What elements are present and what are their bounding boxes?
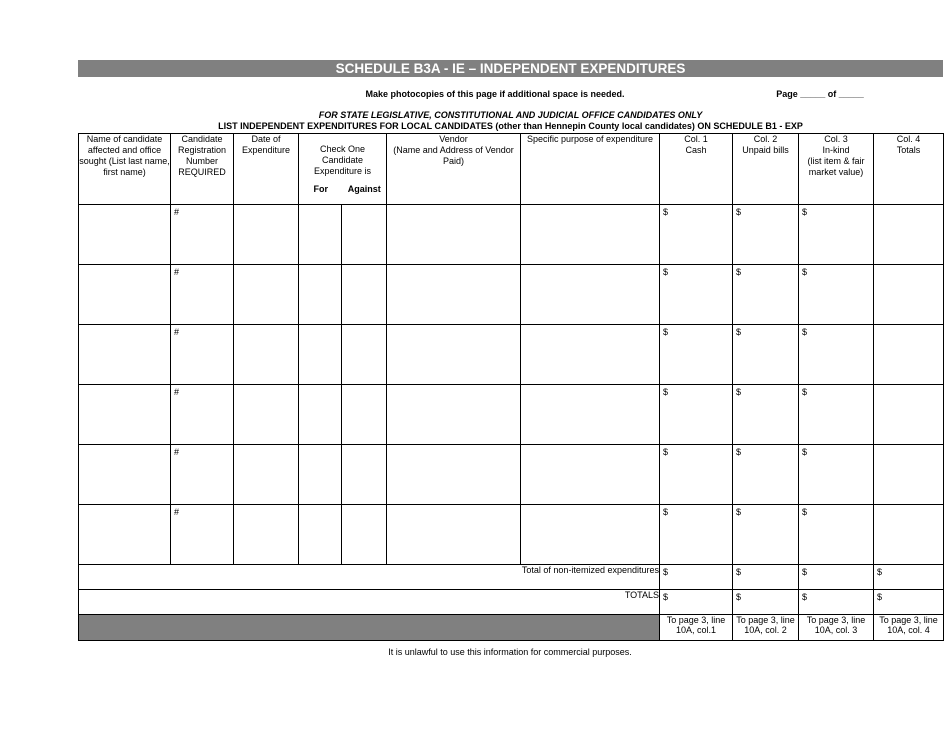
date-cell[interactable] (234, 505, 299, 565)
col4-label: Col. 4 (896, 134, 921, 144)
name-cell[interactable] (79, 205, 171, 265)
purpose-cell[interactable] (521, 265, 660, 325)
table-row (79, 265, 944, 325)
cash-mark: $ (663, 387, 669, 397)
currency-mark: $ (877, 567, 883, 577)
date-cell[interactable] (234, 325, 299, 385)
currency-mark: $ (663, 567, 669, 577)
col-header-date: Date of Expenditure (234, 134, 299, 205)
inkind-mark: $ (802, 447, 808, 457)
unpaid-mark: $ (736, 267, 742, 277)
table-row (79, 205, 944, 265)
registration-mark: # (174, 207, 180, 217)
name-cell[interactable] (79, 265, 171, 325)
against-cell[interactable] (342, 325, 387, 385)
vendor-cell[interactable] (387, 385, 521, 445)
cash-mark: $ (663, 207, 669, 217)
inkind-mark: $ (802, 207, 808, 217)
cash-cell[interactable] (660, 265, 733, 325)
non-itemized-cash[interactable] (660, 565, 733, 590)
inkind-cell[interactable] (799, 385, 874, 445)
inkind-mark: $ (802, 507, 808, 517)
registration-mark: # (174, 267, 180, 277)
local-candidates-note: LIST INDEPENDENT EXPENDITURES FOR LOCAL CANDIDATES (other than Hennepin County local candidates) ON SCHEDULE B1 - EXP (218, 121, 803, 131)
registration-mark: # (174, 507, 180, 517)
total-cell[interactable] (874, 265, 944, 325)
totals-row (79, 590, 944, 615)
vendor-cell[interactable] (387, 505, 521, 565)
against-cell[interactable] (342, 505, 387, 565)
total-cell[interactable] (874, 325, 944, 385)
total-cell[interactable] (874, 205, 944, 265)
col-header-col4 (874, 134, 944, 205)
col1-sublabel: Cash (685, 145, 707, 155)
name-cell[interactable] (79, 445, 171, 505)
inkind-mark: $ (802, 387, 808, 397)
purpose-cell[interactable] (521, 505, 660, 565)
carry-note-col2: To page 3, line 10A, col. 2 (733, 615, 799, 641)
purpose-cell[interactable] (521, 385, 660, 445)
totals-unpaid[interactable] (733, 590, 799, 615)
currency-mark: $ (802, 592, 808, 602)
unpaid-mark: $ (736, 327, 742, 337)
registration-mark: # (174, 327, 180, 337)
vendor-sublabel: (Name and Address of Vendor Paid) (393, 145, 514, 166)
currency-mark: $ (736, 592, 742, 602)
for-cell[interactable] (299, 445, 342, 505)
vendor-cell[interactable] (387, 325, 521, 385)
registration-mark: # (174, 387, 180, 397)
cash-cell[interactable] (660, 205, 733, 265)
registration-cell[interactable] (171, 505, 234, 565)
table-row (79, 385, 944, 445)
col2-label: Col. 2 (753, 134, 778, 144)
cash-mark: $ (663, 447, 669, 457)
header-row (79, 134, 944, 205)
check-one-title: Check One Candidate Expenditure is (313, 144, 372, 176)
carry-note-col3: To page 3, line 10A, col. 3 (799, 615, 874, 641)
carry-forward-row (79, 615, 944, 641)
inkind-cell[interactable] (799, 505, 874, 565)
against-cell[interactable] (342, 265, 387, 325)
date-cell[interactable] (234, 265, 299, 325)
vendor-cell[interactable] (387, 265, 521, 325)
cash-cell[interactable] (660, 505, 733, 565)
date-cell[interactable] (234, 445, 299, 505)
carry-note-col1: To page 3, line 10A, col.1 (660, 615, 733, 641)
for-cell[interactable] (299, 505, 342, 565)
commercial-use-disclaimer: It is unlawful to use this information for commercial purposes. (388, 647, 632, 657)
purpose-cell[interactable] (521, 445, 660, 505)
unpaid-cell[interactable] (733, 325, 799, 385)
registration-cell[interactable] (171, 325, 234, 385)
non-itemized-total[interactable] (874, 565, 944, 590)
non-itemized-row (79, 565, 944, 590)
cash-cell[interactable] (660, 385, 733, 445)
unpaid-mark: $ (736, 447, 742, 457)
unpaid-cell[interactable] (733, 205, 799, 265)
currency-mark: $ (877, 592, 883, 602)
purpose-cell[interactable] (521, 205, 660, 265)
col2-sublabel: Unpaid bills (742, 145, 789, 155)
against-cell[interactable] (342, 445, 387, 505)
totals-inkind[interactable] (799, 590, 874, 615)
name-cell[interactable] (79, 505, 171, 565)
inkind-cell[interactable] (799, 265, 874, 325)
inkind-cell[interactable] (799, 325, 874, 385)
for-cell[interactable] (299, 265, 342, 325)
unpaid-cell[interactable] (733, 445, 799, 505)
currency-mark: $ (736, 567, 742, 577)
cash-mark: $ (663, 507, 669, 517)
unpaid-cell[interactable] (733, 505, 799, 565)
against-label: Against (347, 184, 381, 194)
purpose-cell[interactable] (521, 325, 660, 385)
gray-fill (79, 615, 660, 641)
col-header-name: Name of candidate affected and office sought (List last name, first name) (79, 134, 171, 205)
for-label: For (313, 184, 328, 194)
name-cell[interactable] (79, 325, 171, 385)
state-candidates-note: FOR STATE LEGISLATIVE, CONSTITUTIONAL AND JUDICIAL OFFICE CANDIDATES ONLY (318, 110, 703, 120)
inkind-mark: $ (802, 327, 808, 337)
col4-sublabel: Totals (896, 145, 921, 155)
unpaid-cell[interactable] (733, 265, 799, 325)
page-number-field: Page _____ of _____ (776, 89, 864, 99)
totals-label: TOTALS (79, 590, 660, 615)
unpaid-mark: $ (736, 387, 742, 397)
date-cell[interactable] (234, 205, 299, 265)
against-cell[interactable] (342, 205, 387, 265)
col3-label: Col. 3 (824, 134, 848, 144)
for-cell[interactable] (299, 205, 342, 265)
expenditures-table (78, 133, 944, 641)
for-cell[interactable] (299, 325, 342, 385)
registration-cell[interactable] (171, 265, 234, 325)
unpaid-cell[interactable] (733, 385, 799, 445)
currency-mark: $ (663, 592, 669, 602)
date-cell[interactable] (234, 385, 299, 445)
carry-note-col4: To page 3, line 10A, col. 4 (874, 615, 944, 641)
photocopy-instruction: Make photocopies of this page if additional space is needed. (365, 89, 625, 99)
inkind-cell[interactable] (799, 205, 874, 265)
registration-cell[interactable] (171, 445, 234, 505)
currency-mark: $ (802, 567, 808, 577)
col-header-purpose: Specific purpose of expenditure (521, 134, 660, 205)
col1-label: Col. 1 (684, 134, 708, 144)
cash-mark: $ (663, 327, 669, 337)
col-header-col2 (733, 134, 799, 205)
col3-sublabel: In-kind (822, 145, 850, 155)
col-header-vendor (387, 134, 521, 205)
vendor-label: Vendor (439, 134, 468, 144)
col3-note: (list item & fair market value) (807, 156, 865, 177)
non-itemized-inkind[interactable] (799, 565, 874, 590)
col-header-registration: Candidate Registration Number REQUIRED (171, 134, 234, 205)
inkind-mark: $ (802, 267, 808, 277)
non-itemized-label: Total of non-itemized expenditures (79, 565, 660, 590)
table-row (79, 445, 944, 505)
total-cell[interactable] (874, 385, 944, 445)
total-cell[interactable] (874, 505, 944, 565)
for-cell[interactable] (299, 385, 342, 445)
schedule-title: SCHEDULE B3A - IE – INDEPENDENT EXPENDITURES (78, 60, 943, 77)
registration-mark: # (174, 447, 180, 457)
col-header-col3 (799, 134, 874, 205)
table-row (79, 505, 944, 565)
vendor-cell[interactable] (387, 445, 521, 505)
registration-cell[interactable] (171, 205, 234, 265)
unpaid-mark: $ (736, 207, 742, 217)
non-itemized-unpaid[interactable] (733, 565, 799, 590)
col-header-col1 (660, 134, 733, 205)
table-row (79, 325, 944, 385)
cash-cell[interactable] (660, 325, 733, 385)
inkind-cell[interactable] (799, 445, 874, 505)
cash-mark: $ (663, 267, 669, 277)
name-cell[interactable] (79, 385, 171, 445)
totals-cash[interactable] (660, 590, 733, 615)
cash-cell[interactable] (660, 445, 733, 505)
registration-cell[interactable] (171, 385, 234, 445)
col-header-check-one (299, 134, 387, 205)
total-cell[interactable] (874, 445, 944, 505)
against-cell[interactable] (342, 385, 387, 445)
totals-total[interactable] (874, 590, 944, 615)
unpaid-mark: $ (736, 507, 742, 517)
vendor-cell[interactable] (387, 205, 521, 265)
